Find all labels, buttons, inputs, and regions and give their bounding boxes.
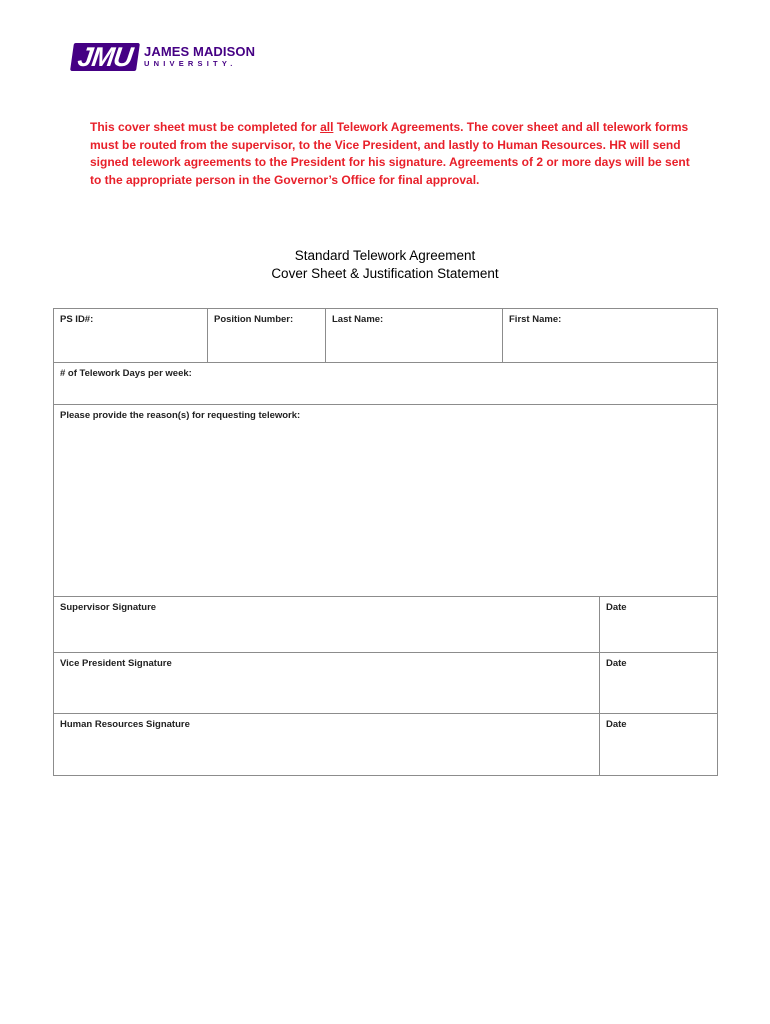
logo-line-2: UNIVERSITY. <box>144 59 237 68</box>
supervisor-signature-label: Supervisor Signature <box>60 602 157 613</box>
routing-notice <box>90 119 690 189</box>
first-name-field[interactable] <box>503 309 718 363</box>
hr-date-label: Date <box>606 719 627 730</box>
reason-row <box>54 405 718 597</box>
reason-label: Please provide the reason(s) for requesting telework: <box>60 410 301 421</box>
telework-days-field[interactable] <box>54 363 718 405</box>
cover-sheet-form <box>53 308 717 776</box>
form-table <box>53 308 718 776</box>
supervisor-signature-row <box>54 597 718 653</box>
ps-id-field[interactable] <box>54 309 208 363</box>
supervisor-signature-field[interactable] <box>54 597 600 653</box>
hr-signature-row <box>54 714 718 776</box>
last-name-label: Last Name: <box>332 314 384 325</box>
reason-field[interactable] <box>54 405 718 597</box>
form-title: Standard Telework Agreement <box>294 248 476 263</box>
hr-signature-label: Human Resources Signature <box>60 719 190 730</box>
vp-signature-label: Vice President Signature <box>60 658 172 669</box>
supervisor-date-field[interactable] <box>600 597 718 653</box>
vp-signature-field[interactable] <box>54 653 600 714</box>
position-number-label: Position Number: <box>214 314 294 325</box>
notice-underlined-word: all <box>320 120 334 134</box>
notice-part-1: This cover sheet must be completed for <box>90 120 321 134</box>
telework-days-row <box>54 363 718 405</box>
jmu-logo-mark: JMU <box>70 43 140 71</box>
vp-signature-row <box>54 653 718 714</box>
logo-line-1: JAMES MADISON <box>144 44 256 59</box>
jmu-logo <box>72 42 255 72</box>
last-name-field[interactable] <box>326 309 503 363</box>
telework-days-label: # of Telework Days per week: <box>60 368 192 379</box>
first-name-label: First Name: <box>509 314 562 325</box>
hr-signature-field[interactable] <box>54 714 600 776</box>
identity-row <box>54 309 718 363</box>
ps-id-label: PS ID#: <box>60 314 94 325</box>
hr-date-field[interactable] <box>600 714 718 776</box>
form-subtitle: Cover Sheet & Justification Statement <box>271 266 499 281</box>
notice-part-2: Telework Agreements. The cover sheet and all telework forms must be routed from the supervisor, to the Vice President, and lastly to Human Resources. HR will send signed telework agreements to the President for his signature. Agreements of 2 or more days will be sent to the appropriate person in the Governor’s Office for final approval. <box>90 120 690 187</box>
logo-wordmark <box>144 45 255 69</box>
supervisor-date-label: Date <box>606 602 627 613</box>
position-number-field[interactable] <box>208 309 326 363</box>
vp-date-field[interactable] <box>600 653 718 714</box>
vp-date-label: Date <box>606 658 627 669</box>
